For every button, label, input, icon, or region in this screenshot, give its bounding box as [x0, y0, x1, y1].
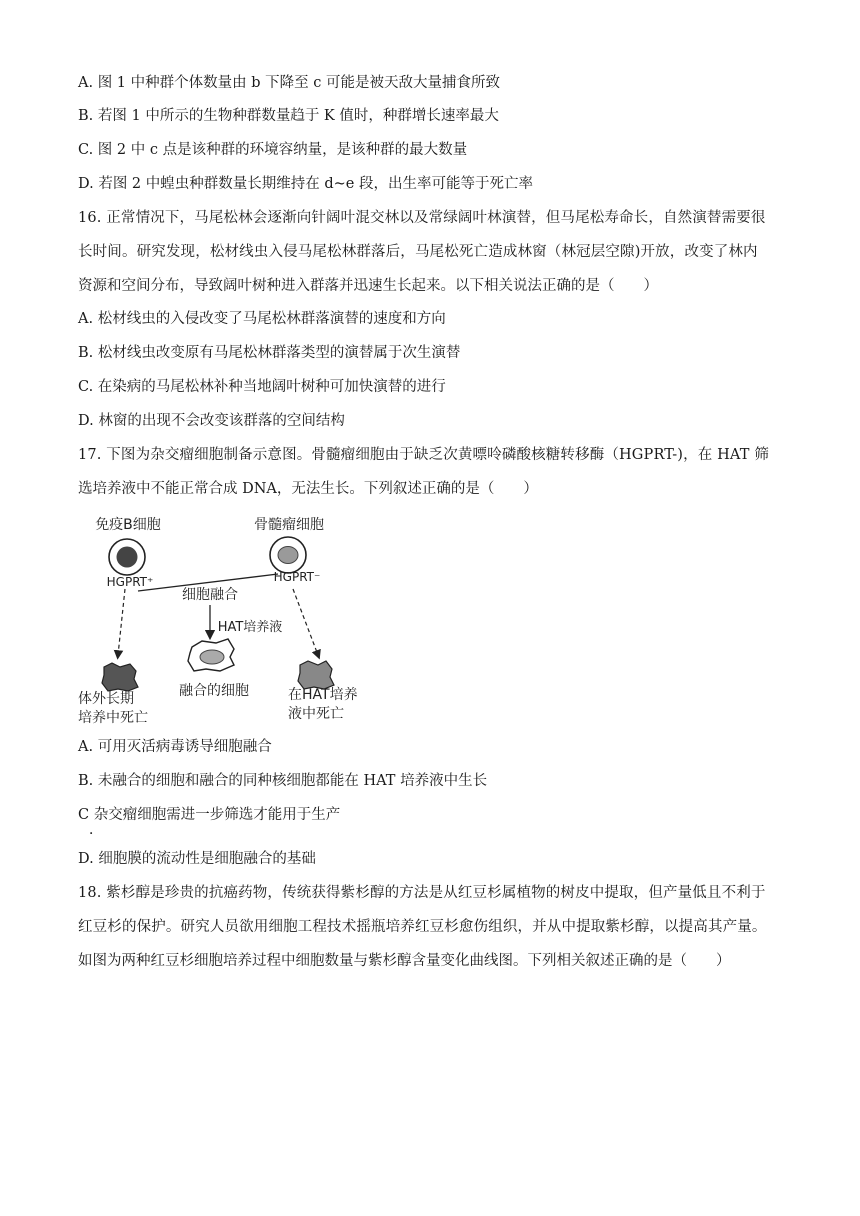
- q17-stem-line-1: 17. 下图为杂交瘤细胞制备示意图。骨髓瘤细胞由于缺乏次黄嘌呤磷酸核糖转移酶（HGPRT-)，在 HAT 筛: [78, 447, 769, 463]
- middle-result-label: 融合的细胞: [179, 683, 249, 699]
- q16-stem-line-3: 资源和空间分布，导致阔叶树种进入群落并迅速生长起来。以下相关说法正确的是（ ）: [78, 278, 658, 294]
- q16-option-c: C. 在染病的马尾松林补种当地阔叶树种可加快演替的进行: [78, 379, 446, 395]
- q17-option-b: B. 未融合的细胞和融合的同种核细胞都能在 HAT 培养液中生长: [78, 773, 488, 789]
- hybridoma-diagram: [70, 507, 370, 729]
- q16-stem-line-2: 长时间。研究发现，松材线虫入侵马尾松林群落后，马尾松死亡造成林窗（林冠层空隙)开放，改变了林内: [78, 244, 758, 260]
- q17-option-a: A. 可用灭活病毒诱导细胞融合: [78, 739, 272, 755]
- q15-option-c: C. 图 2 中 c 点是该种群的环境容纳量，是该种群的最大数量: [78, 142, 468, 158]
- hgprt-minus-label: HGPRT⁻: [273, 570, 321, 584]
- q16-stem-line-1: 16. 正常情况下，马尾松林会逐渐向针阔叶混交林以及常绿阔叶林演替，但马尾松寿命长，自然演替需要很: [78, 210, 766, 226]
- q17-option-c-dot: ．: [89, 822, 103, 838]
- right-result-line-2: 液中死亡: [288, 706, 344, 722]
- q16-option-b: B. 松材线虫改变原有马尾松林群落类型的演替属于次生演替: [78, 345, 461, 361]
- q18-stem-line-3: 如图为两种红豆杉细胞培养过程中细胞数量与紫杉醇含量变化曲线图。下列相关叙述正确的是（ ）: [78, 953, 731, 969]
- left-result-line-1: 体外长期: [78, 691, 134, 707]
- q15-option-a: A. 图 1 中种群个体数量由 b 下降至 c 可能是被天敌大量捕食所致: [78, 75, 500, 91]
- q15-option-b: B. 若图 1 中所示的生物种群数量趋于 K 值时，种群增长速率最大: [78, 108, 499, 124]
- myeloma-cell-icon: [270, 537, 306, 573]
- right-result-line-1: 在HAT培养: [288, 687, 358, 703]
- fusion-label: 细胞融合: [182, 587, 238, 603]
- q18-stem-line-2: 红豆杉的保护。研究人员欲用细胞工程技术摇瓶培养红豆杉愈伤组织，并从中提取紫杉醇，以提高其产量。: [78, 919, 767, 935]
- hgprt-plus-label: HGPRT⁺: [106, 575, 154, 589]
- right-dashed-arrow: [293, 589, 318, 655]
- q16-option-d: D. 林窗的出现不会改变该群落的空间结构: [78, 413, 345, 429]
- q17-option-d: D. 细胞膜的流动性是细胞融合的基础: [78, 851, 316, 867]
- fused-cell-icon: [188, 639, 234, 671]
- q17-option-c: C 杂交瘤细胞需进一步筛选才能用于生产: [78, 807, 341, 823]
- left-dashed-arrow: [118, 589, 125, 655]
- b-cell-label: 免疫B细胞: [95, 517, 161, 533]
- q18-stem-line-1: 18. 紫杉醇是珍贵的抗癌药物，传统获得紫杉醇的方法是从红豆杉属植物的树皮中提取，但产量低且不利于: [78, 885, 766, 901]
- hat-medium-label: HAT培养液: [217, 620, 283, 635]
- b-cell-icon: [109, 539, 145, 575]
- dead-b-cell-icon: [102, 663, 138, 691]
- q16-option-a: A. 松材线虫的入侵改变了马尾松林群落演替的速度和方向: [78, 311, 446, 327]
- q15-option-d: D. 若图 2 中蝗虫种群数量长期维持在 d~e 段，出生率可能等于死亡率: [78, 176, 533, 192]
- q17-stem-line-2: 选培养液中不能正常合成 DNA，无法生长。下列叙述正确的是（ ）: [78, 481, 538, 497]
- myeloma-cell-label: 骨髓瘤细胞: [254, 517, 324, 533]
- left-result-line-2: 培养中死亡: [78, 710, 148, 726]
- dead-myeloma-cell-icon: [298, 661, 334, 689]
